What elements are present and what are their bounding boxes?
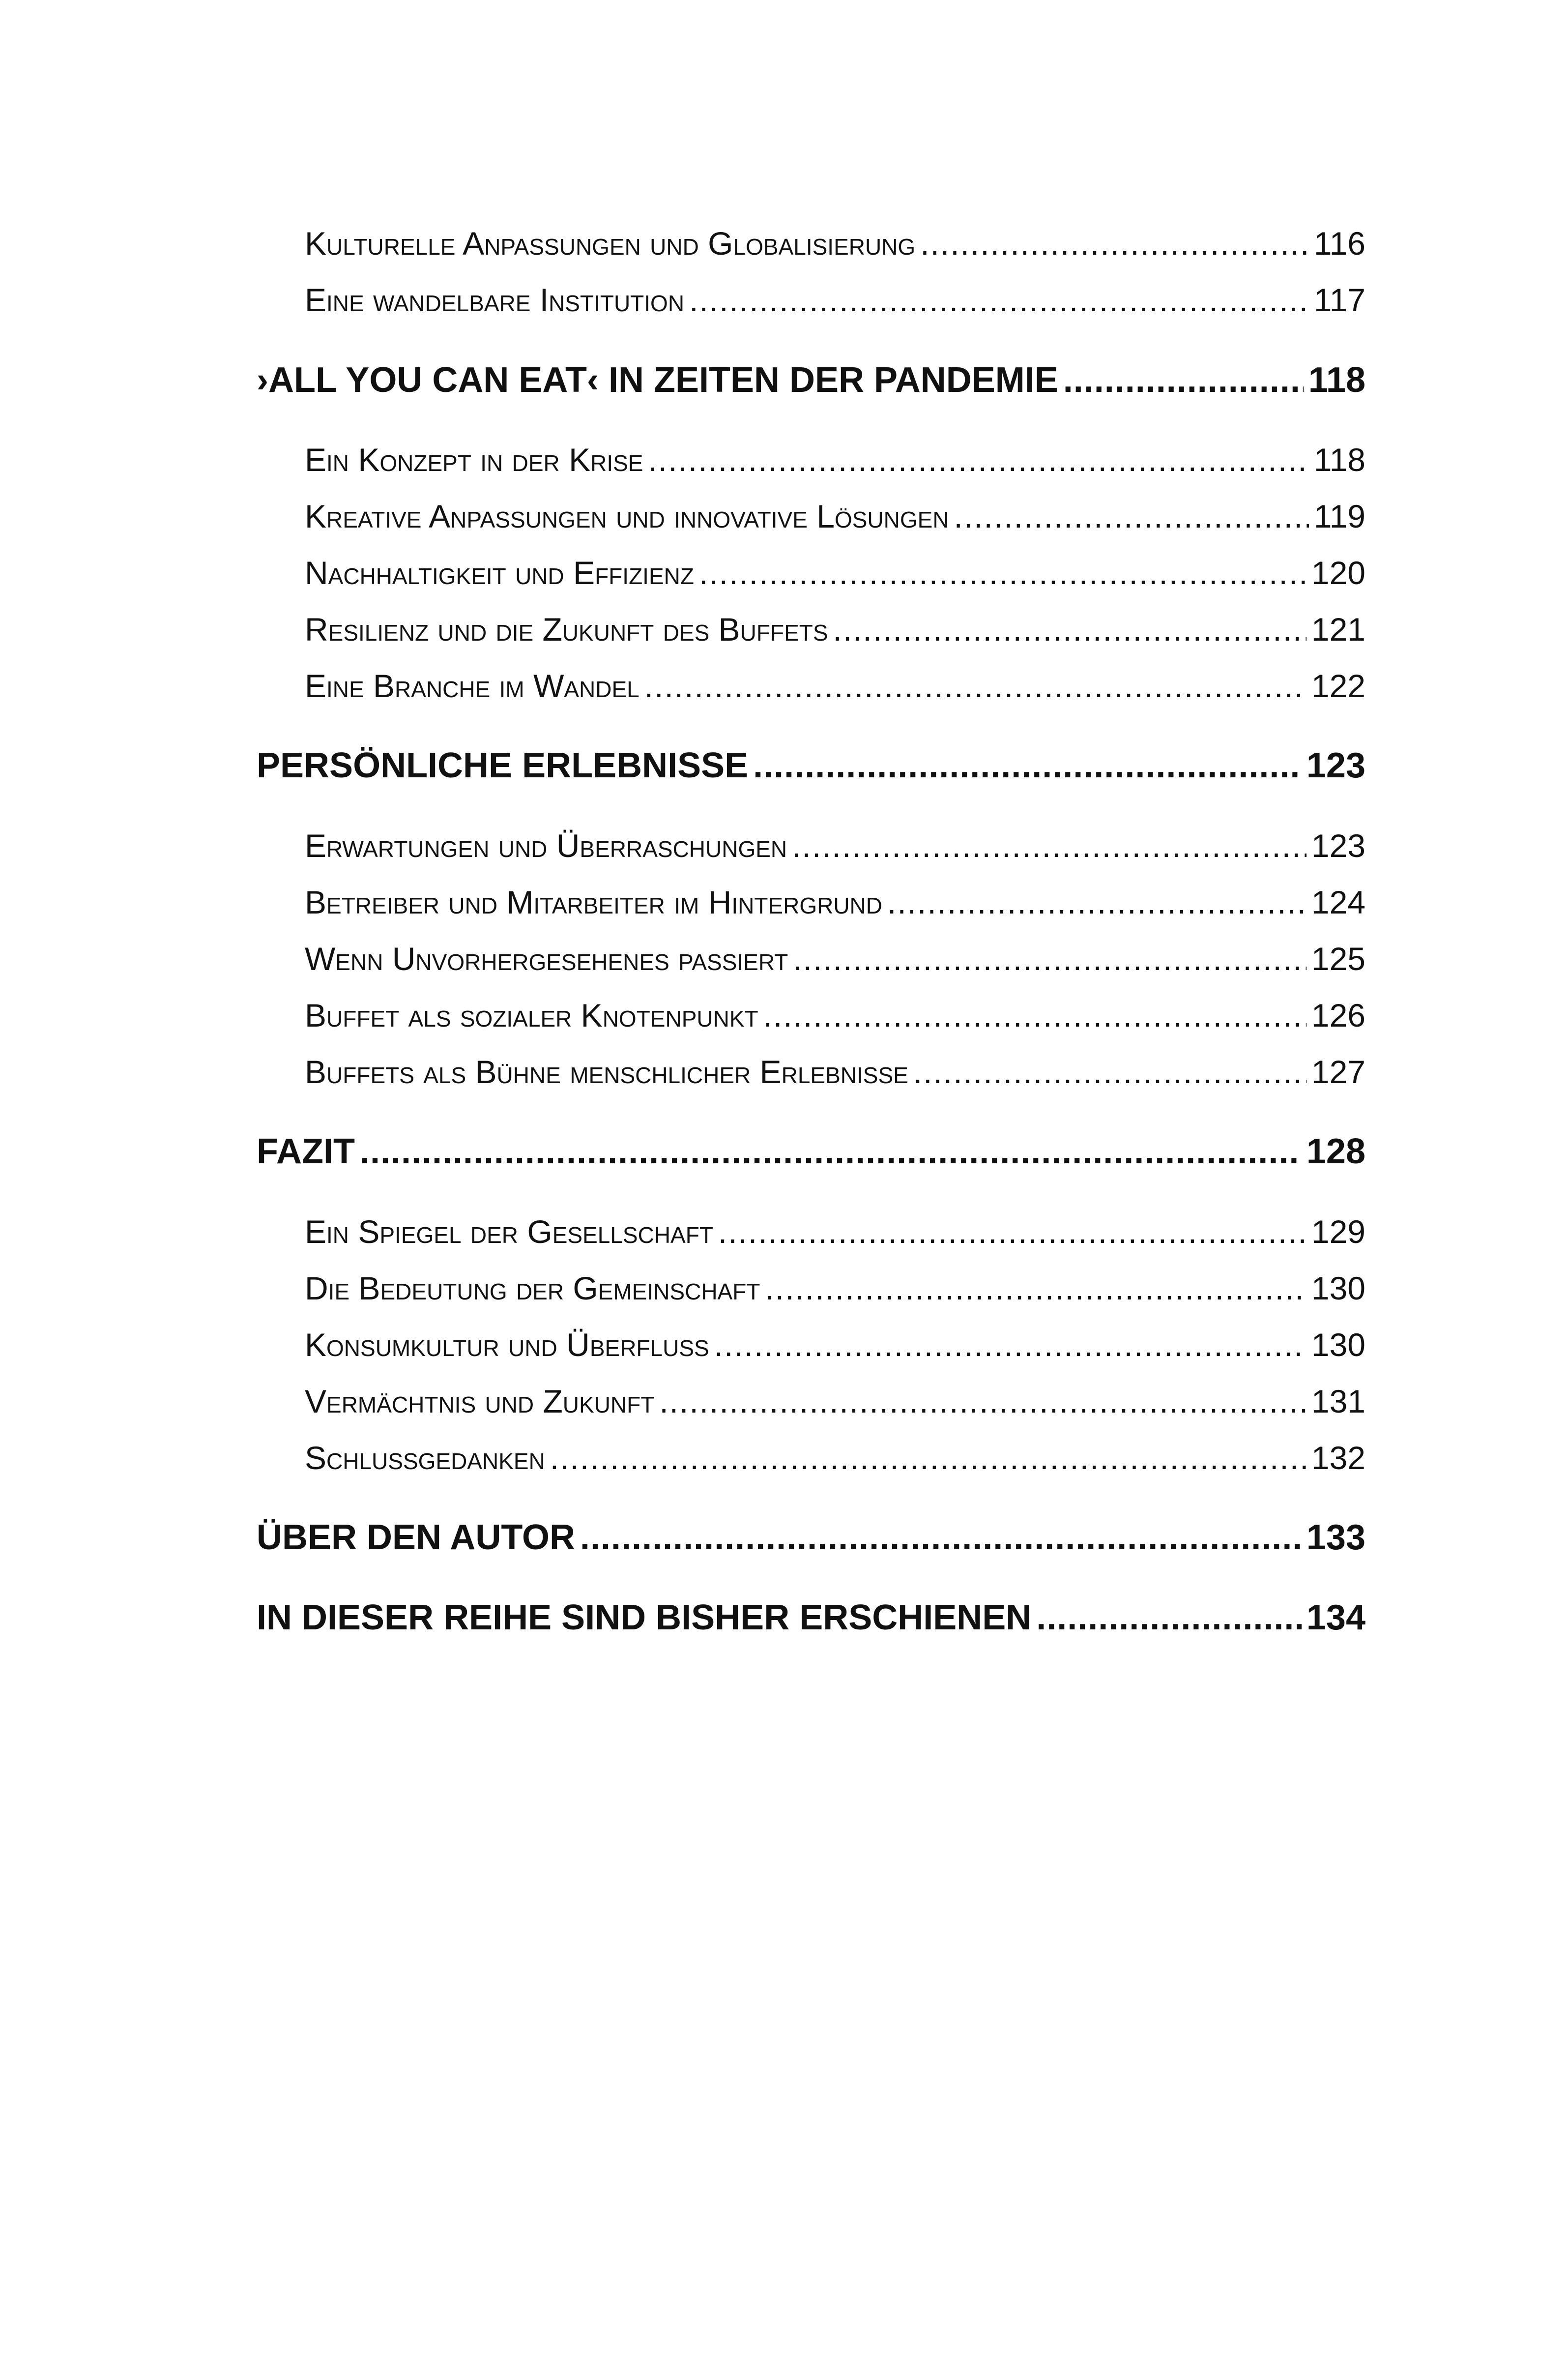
toc-chapter-page: 123 bbox=[1306, 746, 1365, 785]
toc-chapter-title: ›ALL YOU CAN EAT‹ IN ZEITEN DER PANDEMIE bbox=[257, 360, 1058, 400]
toc-entry[interactable] bbox=[305, 494, 1365, 538]
toc-entry[interactable] bbox=[305, 438, 1365, 482]
dot-leader bbox=[792, 824, 1307, 868]
toc-entry-page: 122 bbox=[1311, 668, 1365, 704]
dot-leader bbox=[763, 993, 1307, 1037]
toc-chapter-title: IN DIESER REIHE SIND BISHER ERSCHIENEN bbox=[257, 1598, 1032, 1637]
dot-leader bbox=[1063, 358, 1304, 402]
toc-chapter[interactable] bbox=[257, 1595, 1365, 1640]
toc-entry-page: 131 bbox=[1311, 1383, 1365, 1419]
toc-entry-page: 125 bbox=[1311, 941, 1365, 977]
toc-entry[interactable] bbox=[305, 1323, 1365, 1367]
toc-chapter-page: 118 bbox=[1308, 360, 1365, 400]
toc-chapter-page: 133 bbox=[1306, 1518, 1365, 1557]
toc-entry-title: Kulturelle Anpassungen und Globalisierung bbox=[305, 225, 916, 262]
dot-leader bbox=[550, 1436, 1307, 1480]
dot-leader bbox=[920, 221, 1309, 266]
toc-entry[interactable] bbox=[305, 1050, 1365, 1094]
dot-leader bbox=[954, 494, 1309, 538]
toc-entry-page: 129 bbox=[1311, 1213, 1365, 1250]
toc-chapter-title: ÜBER DEN AUTOR bbox=[257, 1518, 576, 1557]
toc-entry-title: Kreative Anpassungen und innovative Lösungen bbox=[305, 498, 949, 534]
dot-leader bbox=[644, 664, 1307, 708]
toc-entry[interactable] bbox=[305, 551, 1365, 595]
toc-entry-title: Wenn Unvorhergesehenes passiert bbox=[305, 941, 788, 977]
toc-entry[interactable] bbox=[305, 278, 1365, 322]
toc-entry-title: Ein Konzept in der Krise bbox=[305, 442, 643, 478]
toc-chapter[interactable] bbox=[257, 1129, 1365, 1174]
toc-entry[interactable] bbox=[305, 221, 1365, 266]
toc-entry-title: Vermächtnis und Zukunft bbox=[305, 1383, 655, 1419]
toc-entry[interactable] bbox=[305, 824, 1365, 868]
toc-entry-page: 116 bbox=[1313, 225, 1365, 262]
toc-entry-page: 127 bbox=[1311, 1054, 1365, 1090]
dot-leader bbox=[648, 438, 1308, 482]
toc-entry-page: 132 bbox=[1311, 1440, 1365, 1476]
toc-entry-page: 120 bbox=[1311, 555, 1365, 591]
dot-leader bbox=[699, 551, 1307, 595]
toc-entry-page: 121 bbox=[1311, 611, 1365, 648]
toc-entry[interactable] bbox=[305, 1436, 1365, 1480]
toc-entry-title: Ein Spiegel der Gesellschaft bbox=[305, 1213, 713, 1250]
toc-entry[interactable] bbox=[305, 937, 1365, 981]
toc-entry[interactable] bbox=[305, 607, 1365, 651]
toc-chapter-page: 128 bbox=[1306, 1132, 1365, 1171]
toc-entry-page: 124 bbox=[1311, 884, 1365, 920]
toc-chapter[interactable] bbox=[257, 743, 1365, 788]
dot-leader bbox=[689, 278, 1309, 322]
toc-entry-title: Erwartungen und Überraschungen bbox=[305, 827, 787, 864]
dot-leader bbox=[887, 880, 1307, 924]
toc-entry[interactable] bbox=[305, 1266, 1365, 1310]
toc-entry[interactable] bbox=[305, 1379, 1365, 1423]
dot-leader bbox=[793, 937, 1307, 981]
dot-leader bbox=[580, 1515, 1302, 1560]
dot-leader bbox=[765, 1266, 1306, 1310]
toc-entry-title: Eine wandelbare Institution bbox=[305, 282, 685, 318]
dot-leader bbox=[913, 1050, 1307, 1094]
toc-entry-title: Betreiber und Mitarbeiter im Hintergrund bbox=[305, 884, 882, 920]
dot-leader bbox=[659, 1379, 1307, 1423]
toc-entry-title: Die Bedeutung der Gemeinschaft bbox=[305, 1270, 760, 1306]
toc-entry-title: Buffet als sozialer Knotenpunkt bbox=[305, 997, 758, 1033]
toc-entry-title: Schlussgedanken bbox=[305, 1440, 545, 1476]
toc-entry[interactable] bbox=[305, 1210, 1365, 1254]
toc-entry[interactable] bbox=[305, 664, 1365, 708]
toc-entry-page: 130 bbox=[1311, 1327, 1365, 1363]
toc-chapter-title: PERSÖNLICHE ERLEBNISSE bbox=[257, 746, 749, 785]
toc-entry-title: Konsumkultur und Überfluss bbox=[305, 1327, 709, 1363]
toc-entry-title: Nachhaltigkeit und Effizienz bbox=[305, 555, 694, 591]
toc-entry[interactable] bbox=[305, 880, 1365, 924]
dot-leader bbox=[1036, 1595, 1302, 1640]
dot-leader bbox=[753, 743, 1302, 788]
toc-entry-page: 117 bbox=[1313, 282, 1365, 318]
toc-entry-page: 118 bbox=[1313, 442, 1365, 478]
toc-chapter-page: 134 bbox=[1306, 1598, 1365, 1637]
toc-chapter-title: FAZIT bbox=[257, 1132, 355, 1171]
toc-chapter[interactable] bbox=[257, 358, 1365, 402]
toc-entry-page: 126 bbox=[1311, 997, 1365, 1033]
toc-entry-title: Eine Branche im Wandel bbox=[305, 668, 639, 704]
toc-chapter[interactable] bbox=[257, 1515, 1365, 1560]
toc-entry-title: Buffets als Bühne menschlicher Erlebnisse bbox=[305, 1054, 908, 1090]
toc-entry[interactable] bbox=[305, 993, 1365, 1037]
dot-leader bbox=[718, 1210, 1307, 1254]
toc-entry-title: Resilienz und die Zukunft des Buffets bbox=[305, 611, 828, 648]
dot-leader bbox=[833, 607, 1307, 651]
toc-entry-page: 130 bbox=[1311, 1270, 1365, 1306]
toc-entry-page: 119 bbox=[1313, 498, 1365, 534]
toc-entry-page: 123 bbox=[1311, 827, 1365, 864]
dot-leader bbox=[360, 1129, 1302, 1174]
dot-leader bbox=[714, 1323, 1307, 1367]
